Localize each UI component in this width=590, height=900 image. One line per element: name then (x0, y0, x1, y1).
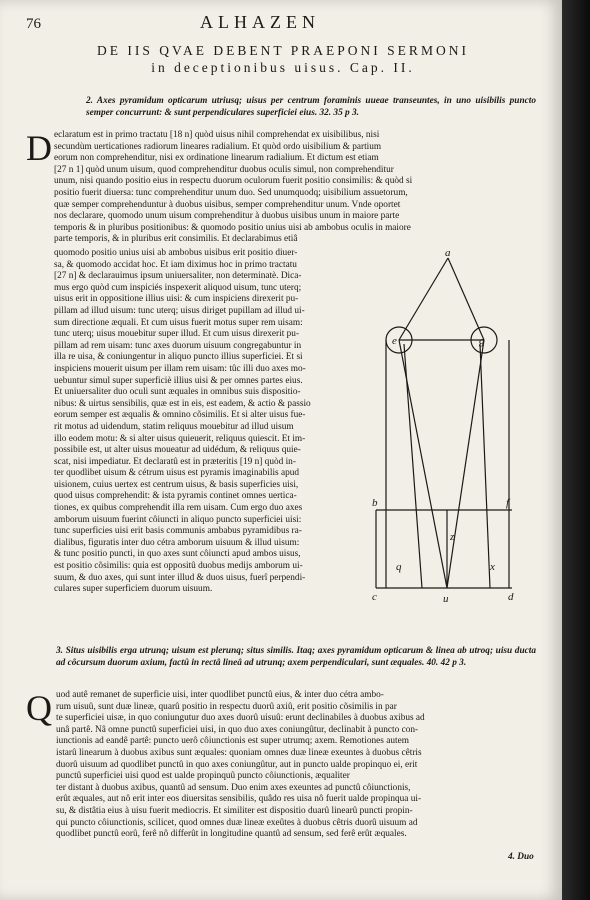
text-line: uisionem, cuius uertex est centrum uisus, & basis superficies uisi, (54, 479, 299, 490)
text-line: nos declarare, quomodo unum uisum comprehenditur à duobus uisibus unum in maiore parte (54, 211, 400, 222)
text-line: quomodo positio unius uisi ab ambobus uisibus erit positio diuer- (54, 248, 298, 258)
proposition-3-text (56, 690, 536, 841)
optics-figure (372, 248, 532, 610)
text-line: positio fuerit diuersa: tunc comprehenditur unum duo. Sed unumquodq; uisibilium assuetorum, (54, 187, 408, 198)
fig-axis-right (447, 340, 484, 588)
text-line: pillam ad rem uisam: tunc axes duorum uisuum congregabuntur in (54, 340, 302, 351)
text-line: culares super superficiem duorum uisuum. (54, 584, 213, 595)
text-line: tunc superficies uisi erit basis communis ambabus pyramidibus ra- (54, 526, 302, 537)
fig-ray-right (480, 344, 490, 588)
running-head: ALHAZEN (200, 12, 320, 32)
proposition-2-title: 2. Axes pyramidum opticarum utriusq; uisus per centrum foraminis uueae transeuntes, in uno uisibilis puncto semper concurrunt: & sunt perpendiculares superficiei eius. 32. 35 p 3. (86, 96, 536, 118)
chapter-title-line2: in deceptionibus uisus. Cap. II. (151, 60, 415, 75)
fig-label-q: q (396, 561, 402, 573)
text-line: sa, & quomodo accidat hoc. Et iam diximus hoc in primo tractatu (54, 259, 297, 270)
text-line: eorum semper est æqualis & omnino cõsimilis. Et si alter uisus fue- (54, 410, 306, 421)
fig-label-x: x (490, 561, 495, 573)
text-line: [27 n] & declarauimus ipsum uniuersaliter, non determinatè. Dica- (54, 271, 302, 282)
fig-label-e: e (392, 335, 397, 347)
fig-line-a-e (399, 258, 448, 340)
text-line: suum, & duo axes, qui sunt inter illud & duos uisus, fuerî perpendi- (54, 572, 306, 583)
text-line: uisus erit in oppositione illius uisi: & cum inspiciens direxerit pu- (54, 294, 299, 305)
proposition-2-text-column (54, 248, 372, 596)
text-line: qui puncto côiunctionis, scilicet, quod omnes duæ lineæ exeûtes à duobus cêtris duorû uisuum ad (56, 817, 418, 828)
page-edge-shadow (562, 0, 590, 900)
text-line: te superficiei uisæ, in quo coniungutur duo axes duorû uisuû: erunt declinabiles à duobus axibus ad (56, 713, 425, 724)
text-line: quod uisus comprehendit: & ista pyramis continet omnes uertica- (54, 491, 297, 502)
chapter-title-line1: DE IIS QVAE DEBENT PRAEPONI SERMONI (97, 43, 469, 58)
text-line: unum, nisi quando positio eius in respectu duorum oculorum fuerit positio consimilis: & quòd si (54, 176, 413, 187)
fig-label-g: g (479, 335, 485, 347)
text-line: ter distant à duobus axibus, quantû ad sensum. Duo enim axes exeuntes ad punctû côiunctionis, (56, 782, 411, 793)
text-line: sum directione æquali. Et cum uisus fuerit motus super rem uisam: (54, 317, 303, 328)
text-line: uebuntur simul super superficiè illius uisi & per omnes partes eius. (54, 375, 303, 386)
fig-label-z: z (450, 531, 455, 543)
text-line: quodlibet punctû eorû, ferê nô differût in longitudine quantû ad sensum, sed ferê erût æquales. (56, 829, 407, 840)
fig-ray-left (404, 344, 422, 588)
text-line: eclaratum est in primo tractatu [18 n] quòd uisus nihil comprehendat ex uisibilibus, nisi (54, 130, 380, 140)
text-line: illo eodem motu: & si alter uisus quieuerit, reliquus quiescit. Et im- (54, 433, 306, 444)
fig-label-d: d (508, 591, 514, 603)
fig-label-c: c (372, 591, 377, 603)
text-line: tiones, ex quibus comprehendit illa rem uisam. Cum ergo duo axes (54, 503, 303, 514)
text-line: su, & distâtia eius à uisu fuerit mediocris. Et similiter est dispositio duarû linearû puncti propin- (56, 805, 413, 816)
dropcap-q: Q (26, 688, 52, 728)
fig-label-b: b (372, 497, 378, 509)
text-line: istarû linearum à duobus axibus sunt æquales: quoniam omnes duæ lineæ exeuntes à duobus cêtris (56, 747, 422, 758)
catchword: 4. Duo (508, 852, 534, 862)
chapter-title (78, 42, 488, 76)
proposition-2-text-full-width (54, 130, 536, 246)
text-line: tunc uterq; uisus mouebitur super illud. Et cum uisus direxerit pu- (54, 329, 300, 340)
text-line: mus ergo quòd cum inspiciés inspexerit aliquod uisum, tunc uterq; (54, 282, 302, 293)
proposition-3-title: 3. Situs uisibilis erga utrunq; uisum est plerunq; situs similis. Itaq; axes pyramidum opticarum & linea ab utroq; uisu ducta ad côcursum duorum axium, factû in rectâ lineâ ad utrunq; axem perpendiculari, sunt æquales. 40. 42 p 3. (56, 646, 536, 668)
text-line: eorum non comprehenditur, nisi ex ordinatione linearum radialium. Et dictum est etiam (54, 153, 379, 164)
text-line: est positio cõsimilis: quia est oppositû duobus medijs amborum ui- (54, 561, 303, 572)
text-line: & tunc positio puncti, in quo axes sunt côiuncti apud ambos uisus, (54, 549, 301, 560)
text-line: punctû superficiei uisi quod est ualde propinquû puncto côiunctionis, æqualiter (56, 771, 350, 782)
text-line: duorû uisuum ad quodlibet punctû in quo axes coniungûtur, aut in puncto ualde propinquo ei, erit (56, 759, 418, 770)
text-line: scat, nisi impediatur. Et declaratû est in præteritis [19 n] quòd in- (54, 456, 296, 467)
text-line: amborum uisuum fuerint côiuncti in aliquo puncto superficiei uisi: (54, 514, 302, 525)
text-line: dialibus, figuratis inter duo cétra amborum uisuum & illud uisum: (54, 537, 300, 548)
text-line: unâ partê. Nâ omne punctû superficiei uisi, in quo duo axes coniungûtur, declinabit à puncto con- (56, 724, 419, 735)
text-line: quæ semper comprehenduntur à duobus uisibus, semper comprehenditur unum. Vnde oportet (54, 199, 401, 210)
text-line: [27 n 1] quòd unum uisum, quod comprehenditur duobus oculis simul, non comprehenditur (54, 164, 394, 175)
text-line: parte temporis, & in pluribus erit consimilis. Et declarabimus etiâ (54, 234, 298, 245)
text-line: possibile est, ut alter uisus moueatur ad uidédum, & reliquus quie- (54, 445, 301, 456)
fig-label-u: u (443, 593, 449, 605)
dropcap-d: D (26, 128, 52, 168)
text-line: rum uisuû, sunt duæ lineæ, quarû positio in respectu duorû axiû, erit positio cõsimilis in par (56, 701, 397, 712)
text-line: nibus: & uirtus sensibilis, quæ est in eis, est eadem, & actio & passio (54, 398, 311, 409)
text-line: iunctionis ad eandê partê: puncto uerô côiunctionis est super utrumq; axem. Remotiones autem (56, 736, 409, 747)
text-line: temporis & in pluribus positionibus: & quomodo positio unius uisi ab ambobus oculis in maiore (54, 222, 411, 233)
text-line: inspiciens mouerit uisum per illam rem uisam: tûc illi duo axes mo- (54, 363, 306, 374)
text-line: erût æquales, aut nô erit inter eos diuersitas sensibilis, quâdo res uisa nô fuerit ualde propinqua ui- (56, 794, 422, 805)
text-line: secundùm uerticationes radiorum lineares radialium. Et quòd ordo uisibilium & partium (54, 141, 382, 152)
text-line: illa re uisa, & coniungentur in aliquo puncto illius superficiei. Et si (54, 352, 303, 363)
text-line: rit motus ad uidendum, statim reliquus mouebitur ad illud uisum (54, 421, 294, 432)
text-line: ter quodlibet uisum & cétrum uisus est pyramis imaginabilis apud (54, 468, 300, 479)
fig-label-f: f (506, 497, 510, 509)
text-line: Et uniuersaliter duo oculi sunt æquales in omnibus suis dispositio- (54, 387, 301, 398)
text-line: uod autê remanet de superficie uisi, inter quodlibet punctû eius, & inter duo cétra ambo- (56, 690, 384, 700)
text-line: pillam ad illud uisum: tunc uterq; uisus diriget pupillam ad illud ui- (54, 305, 305, 316)
page-number: 76 (26, 16, 41, 32)
fig-label-a: a (445, 248, 451, 259)
